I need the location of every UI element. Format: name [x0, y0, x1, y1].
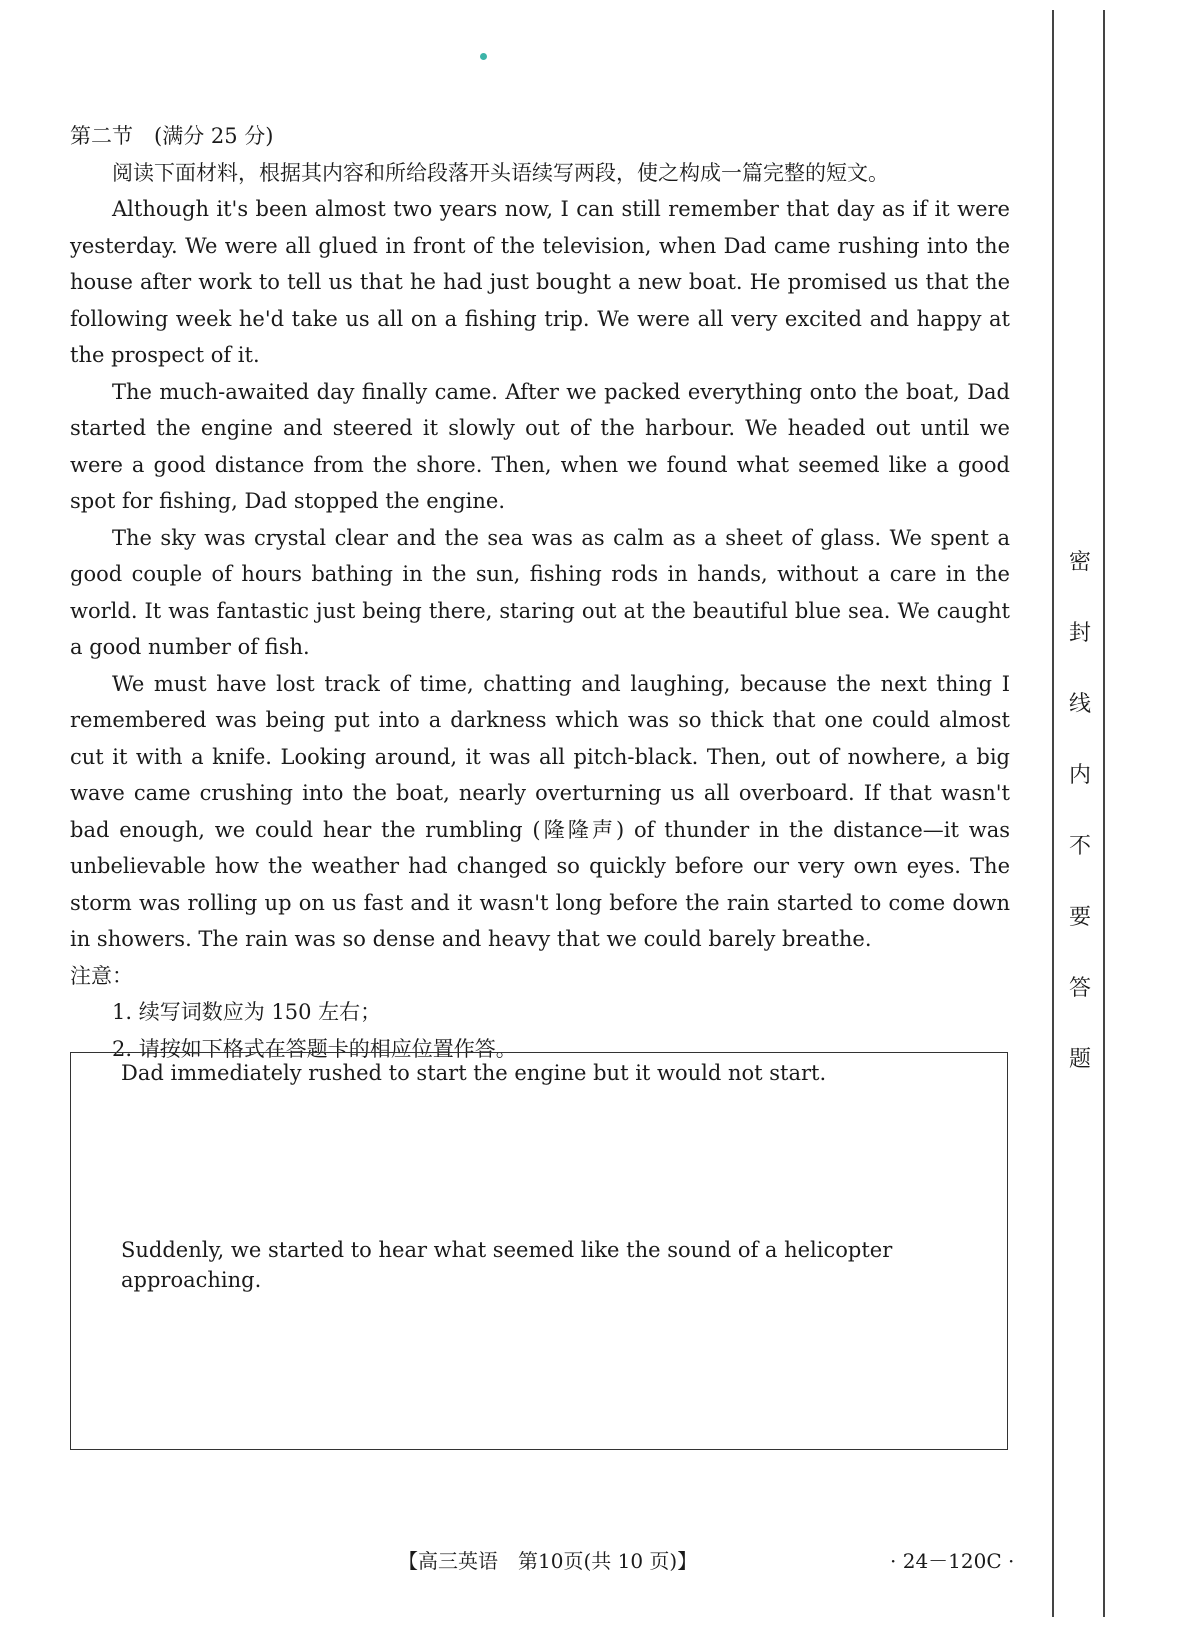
seal-char: 不 — [1068, 834, 1091, 859]
paragraph-starter-2: Suddenly, we started to hear what seemed like the sound of a helicopter approaching. — [121, 1238, 893, 1292]
seal-char: 题 — [1068, 1047, 1091, 1072]
seal-warning-text — [1062, 545, 1098, 1113]
page-footer: 【高三英语 第10页(共 10 页)】 — [398, 1549, 698, 1573]
notes-label: 注意： — [70, 963, 133, 988]
section-title: 第二节 (满分 25 分) — [70, 124, 274, 148]
seal-char: 线 — [1068, 692, 1091, 717]
seal-char: 封 — [1068, 621, 1091, 646]
seal-line-right — [1103, 10, 1105, 1617]
passage-paragraph-4: We must have lost track of time, chatting and laughing, because the next thing I remembered was being put into a darkness which was so thick that one could almost cut it with a knife. Looking around, it was all pitch-black. Then, out of nowhere, a big wave came crushing into the boat, nearly overturning us all overboard. If that wasn't bad enough, we could hear the rumbling (隆隆声) of thunder in the distance—it was unbelievable how the weather had changed so quickly before our very own eyes. The storm was rolling up on us fast and it wasn't long before the rain started to come down in showers. The rain was so dense and heavy that we could barely breathe. — [70, 671, 1010, 951]
note-item-1: 1. 续写词数应为 150 左右； — [112, 1000, 382, 1024]
section-content — [70, 118, 1010, 1067]
section-instruction: 阅读下面材料，根据其内容和所给段落开头语续写两段，使之构成一篇完整的短文。 — [112, 160, 889, 185]
paragraph-starter-1: Dad immediately rushed to start the engine but it would not start. — [121, 1061, 827, 1085]
seal-char: 答 — [1068, 976, 1091, 1001]
note-item-2: 2. 请按如下格式在答题卡的相应位置作答。 — [112, 1036, 517, 1061]
exam-code: · 24－120C · — [890, 1549, 1015, 1573]
seal-char: 密 — [1068, 550, 1091, 575]
passage-paragraph-1: Although it's been almost two years now, I can still remember that day as if it were yesterday. We were all glued in front of the television, when Dad came rushing into the house after work to tell us that he had just bought a new boat. He promised us that the following week he'd take us all on a fishing trip. We were all very excited and happy at the prospect of it. — [70, 197, 1010, 367]
seal-line-left — [1052, 10, 1054, 1617]
seal-char: 内 — [1068, 763, 1091, 788]
seal-char: 要 — [1068, 905, 1091, 930]
passage-paragraph-2: The much-awaited day finally came. After we packed everything onto the boat, Dad started the engine and steered it slowly out of the harbour. We headed out until we were a good distance from the shore. Then, when we found what seemed like a good spot for fishing, Dad stopped the engine. — [70, 379, 1010, 513]
decorative-dot — [480, 53, 487, 60]
answer-box — [70, 1052, 1008, 1450]
passage-paragraph-3: The sky was crystal clear and the sea was as calm as a sheet of glass. We spent a good couple of hours bathing in the sun, fishing rods in hands, without a care in the world. It was fantastic just being there, staring out at the beautiful blue sea. We caught a good number of fish. — [70, 525, 1010, 659]
